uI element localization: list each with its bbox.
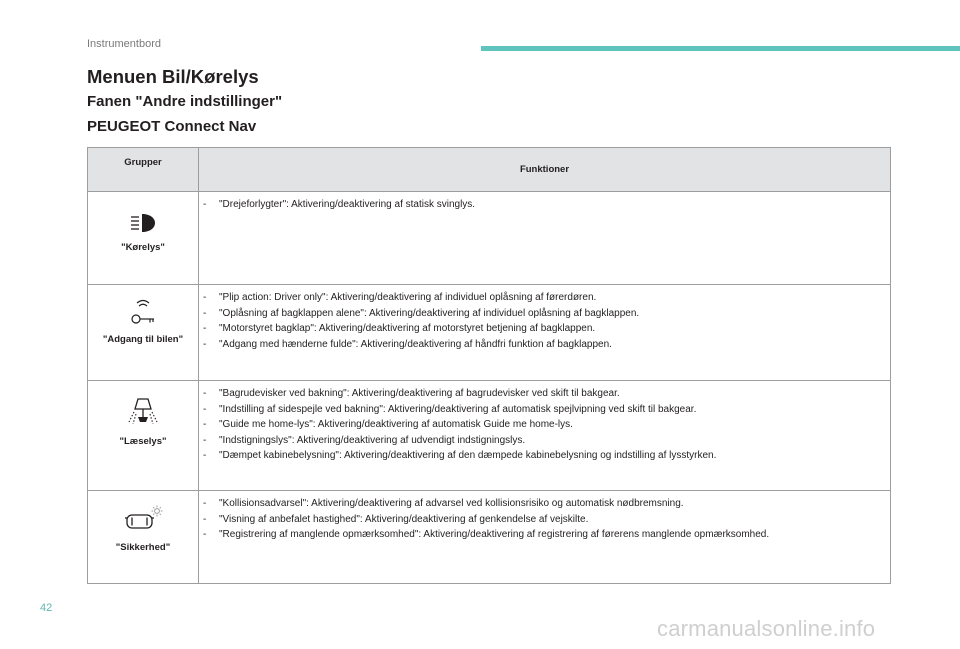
- menu-title: Menuen Bil/Kørelys: [87, 66, 259, 87]
- function-cell: [199, 491, 891, 584]
- function-cell: [199, 381, 891, 491]
- page-number: 42: [40, 602, 53, 614]
- group-cell: [88, 381, 199, 491]
- header-accent-bar: [481, 46, 960, 51]
- group-label: "Sikkerhed": [115, 542, 171, 553]
- function-item: - "Registrering af manglende opmærksomhed": Aktivering/deaktivering af registrering af førerens manglende opmærksomhed.: [202, 527, 884, 543]
- column-header-functions: Funktioner: [199, 148, 891, 192]
- group-cell: [88, 285, 199, 381]
- function-item: - "Adgang med hænderne fulde": Aktivering/deaktivering af håndfri funktion af bagklappen.: [202, 337, 884, 353]
- reading-lamp-icon: [126, 395, 160, 427]
- function-item: - "Drejeforlygter": Aktivering/deaktivering af statisk svinglys.: [202, 197, 884, 213]
- function-item: - "Bagrudevisker ved bakning": Aktivering/deaktivering af bagrudevisker ved skift til bakgear.: [202, 386, 884, 402]
- column-header-groups: Grupper: [88, 148, 199, 192]
- function-item: - "Motorstyret bagklap": Aktivering/deaktivering af motorstyret betjening af bagklappen.: [202, 321, 884, 337]
- section-label: Instrumentbord: [87, 38, 161, 50]
- function-item: - "Visning af anbefalet hastighed": Aktivering/deaktivering af genkendelse af vejskilte.: [202, 512, 884, 528]
- group-cell: [88, 491, 199, 584]
- function-cell: [199, 192, 891, 285]
- car-safety-icon: [123, 505, 163, 533]
- watermark: carmanualsonline.info: [657, 616, 876, 641]
- table-row: [88, 285, 891, 381]
- table-row: [88, 491, 891, 584]
- group-cell: [88, 192, 199, 285]
- group-label: "Adgang til bilen": [102, 334, 184, 345]
- headlight-icon: [128, 210, 158, 236]
- function-item: - "Guide me home-lys": Aktivering/deaktivering af automatisk Guide me home-lys.: [202, 417, 884, 433]
- function-item: - "Kollisionsadvarsel": Aktivering/deaktivering af advarsel ved kollisionsrisiko og automatisk nødbremsning.: [202, 496, 884, 512]
- key-signal-icon: [128, 297, 158, 329]
- tab-title: Fanen "Andre indstillinger": [87, 93, 283, 110]
- functions-table: [87, 147, 891, 584]
- function-item: - "Plip action: Driver only": Aktivering/deaktivering af individuel oplåsning af førerdøren.: [202, 290, 884, 306]
- function-item: - "Dæmpet kabinebelysning": Aktivering/deaktivering af den dæmpede kabinebelysning og indstilling af lysstyrken.: [202, 448, 884, 464]
- function-item: - "Indstigningslys": Aktivering/deaktivering af udvendigt indstigningslys.: [202, 433, 884, 449]
- function-cell: [199, 285, 891, 381]
- group-label: "Læselys": [119, 436, 167, 447]
- function-item: - "Indstilling af sidespejle ved bakning": Aktivering/deaktivering af automatisk spejlvipning ved skift til bakgear.: [202, 402, 884, 418]
- table-header-row: [88, 148, 891, 192]
- table-row: [88, 192, 891, 285]
- table-row: [88, 381, 891, 491]
- group-label: "Kørelys": [121, 242, 165, 253]
- system-title: PEUGEOT Connect Nav: [87, 118, 257, 135]
- function-item: - "Oplåsning af bagklappen alene": Aktivering/deaktivering af individuel oplåsning af bagklappen.: [202, 306, 884, 322]
